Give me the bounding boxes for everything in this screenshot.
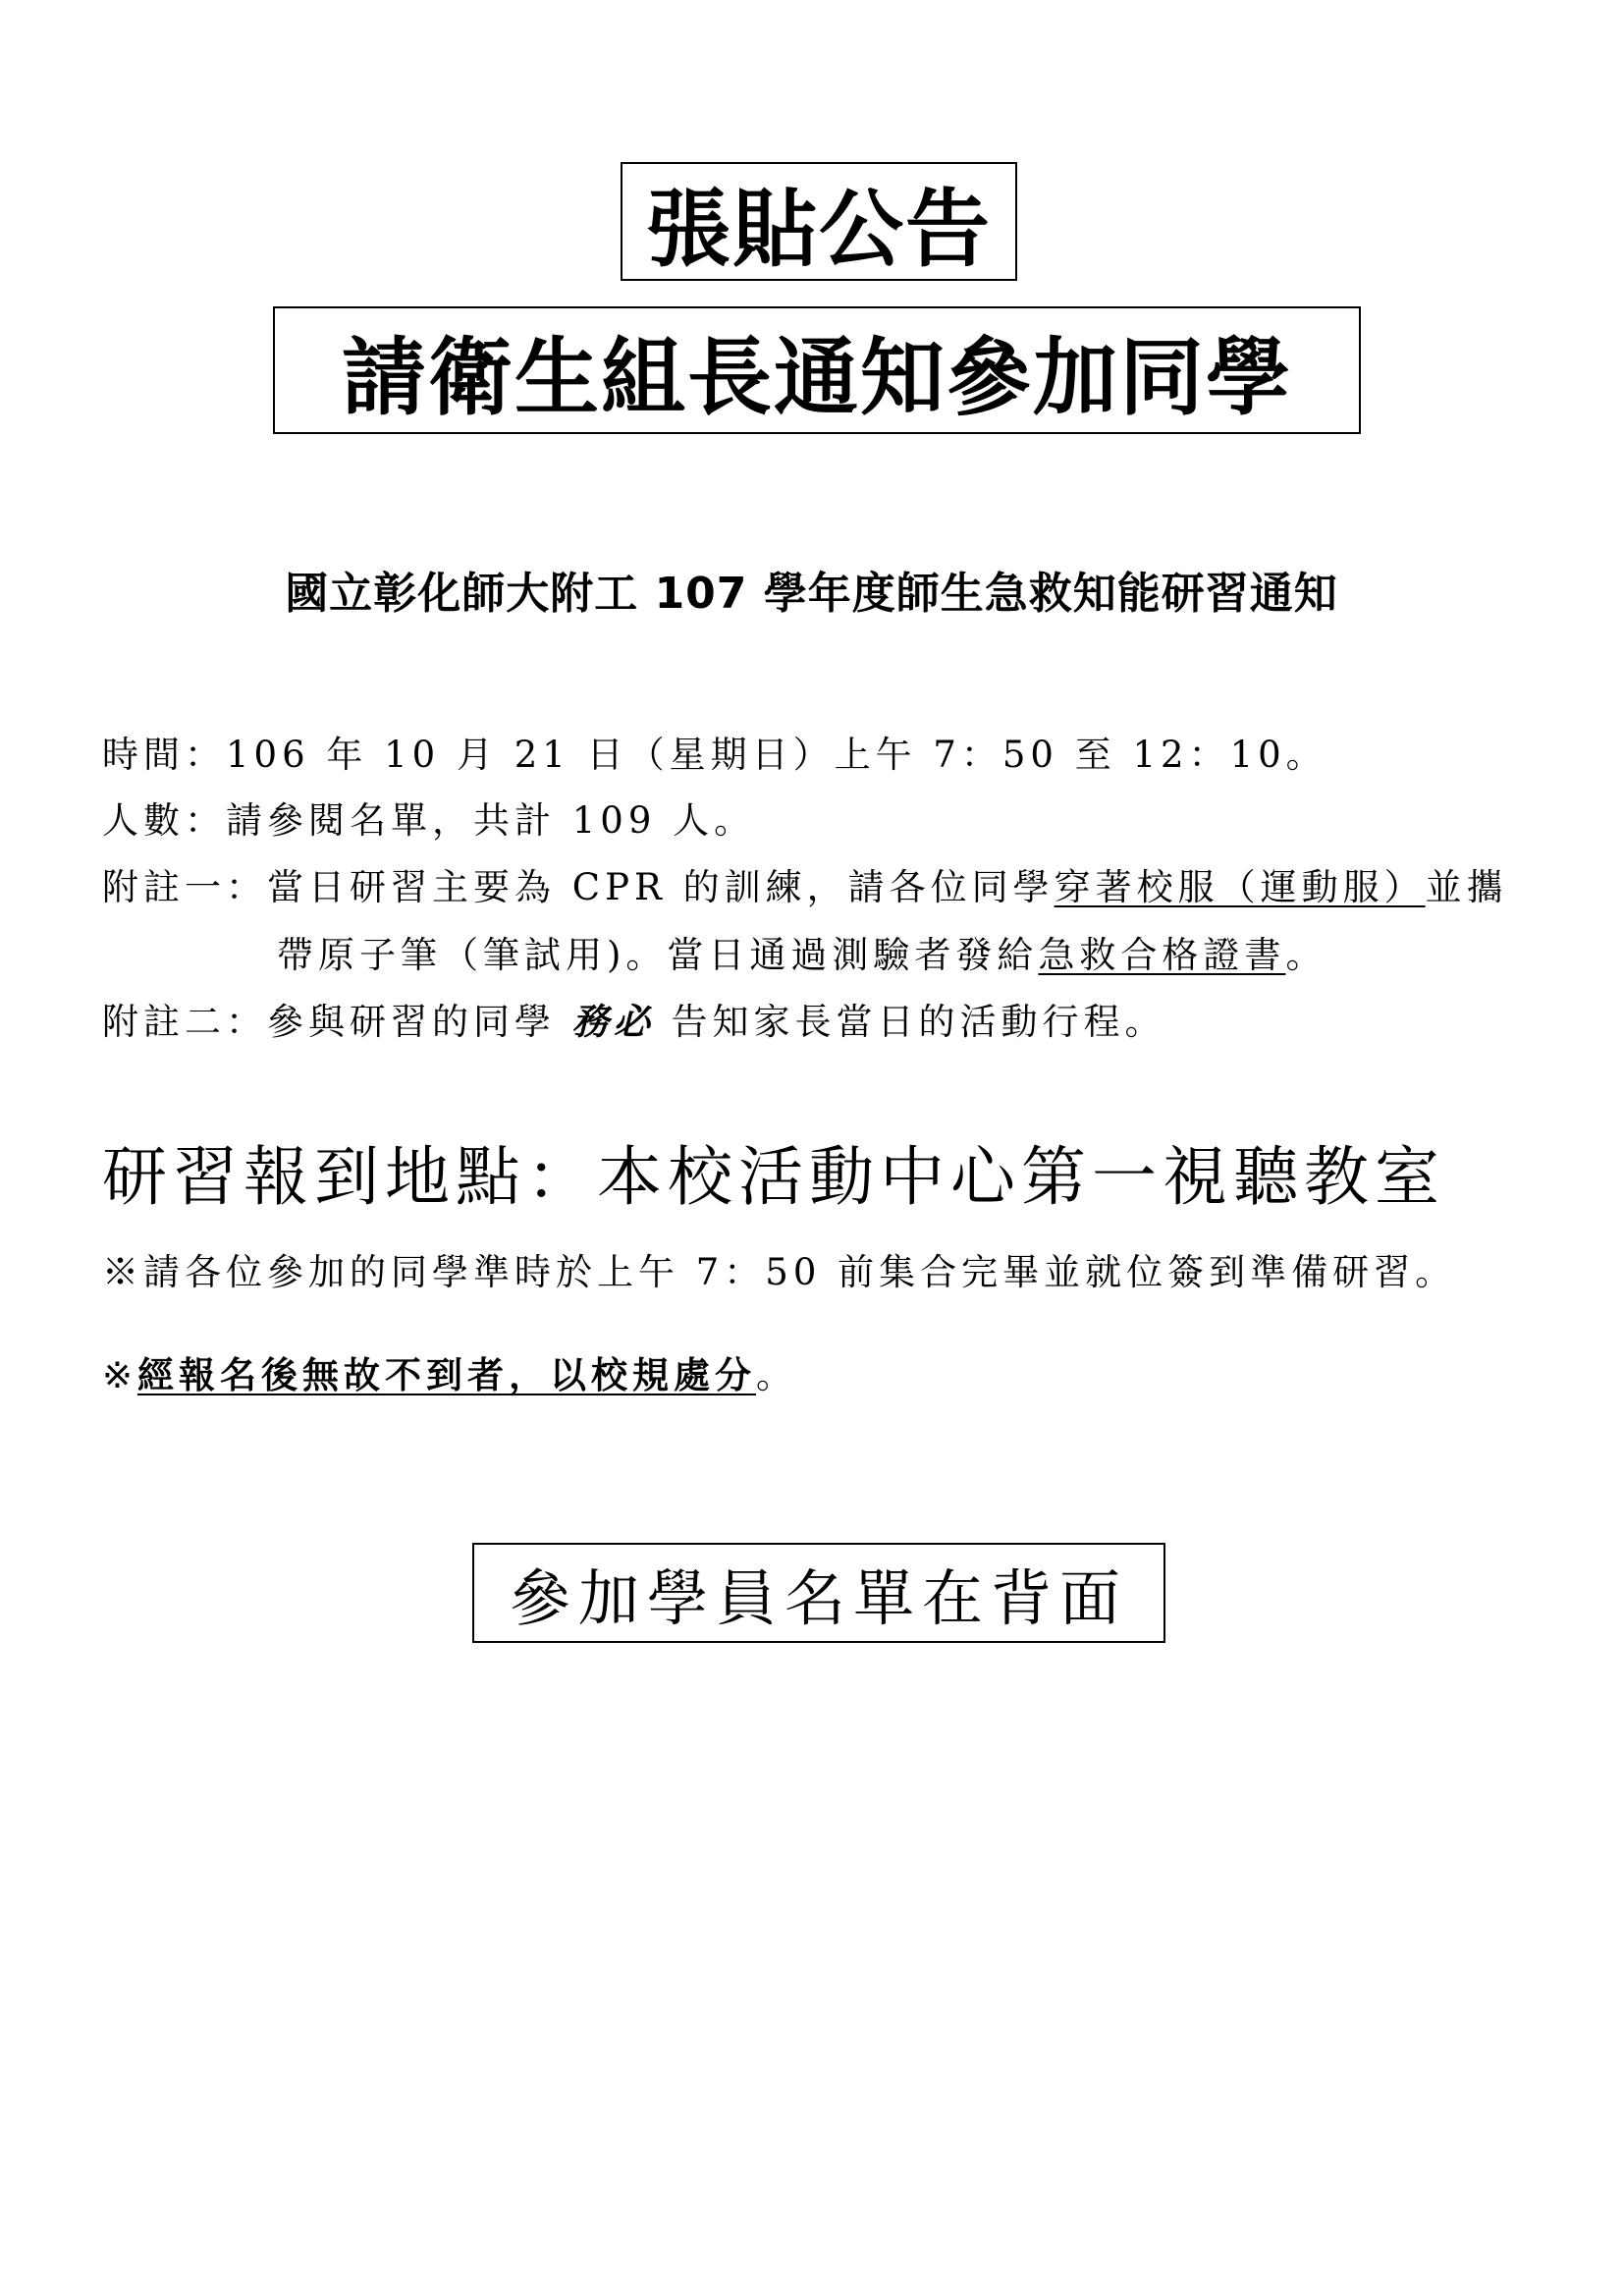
note1-continuation: [277, 925, 1326, 978]
time-line: 時間：106 年 10 月 21 日（星期日）上午 7：50 至 12：10。: [102, 734, 1327, 776]
notice-title: 張貼公告: [646, 180, 992, 279]
note2-line: [102, 992, 1166, 1045]
list-note: 參加學員名單在背面: [509, 1561, 1128, 1634]
document-title: 國立彰化師大附工 107 學年度師生急救知能研習通知: [285, 569, 1338, 619]
instruction-box: [273, 306, 1361, 434]
penalty-text: 經報名後無故不到者，以校規處分: [137, 1353, 757, 1396]
location-heading: 研習報到地點：本校活動中心第一視聽教室: [102, 1139, 1445, 1215]
notice-title-box: [621, 162, 1017, 281]
note1-cont-text: 帶原子筆（筆試用)。當日通過測驗者發給: [277, 934, 1039, 976]
uniform-requirement: 穿著校服（運動服）: [1054, 866, 1426, 908]
reminder-penalty: [102, 1345, 797, 1398]
note2-text-end: 告知家長當日的活動行程。: [654, 1001, 1166, 1043]
count-line: 人數：請參閱名單，共計 109 人。: [102, 799, 756, 842]
note1-text: 附註一：當日研習主要為 CPR 的訓練，請各位同學: [102, 866, 1055, 908]
note1-cont-end: 。: [1285, 934, 1327, 976]
reminder-end: 。: [756, 1354, 798, 1396]
certificate-note: 急救合格證書: [1038, 934, 1286, 976]
note2-text: 附註二：參與研習的同學: [102, 1001, 572, 1043]
instruction-text: 請衛生組長通知參加同學: [342, 329, 1292, 427]
note1-text-end: 並攜: [1425, 866, 1508, 908]
list-note-box: [472, 1543, 1165, 1643]
reminder-mark: ※: [102, 1354, 138, 1396]
reminder-punctuality: ※請各位參加的同學準時於上午 7：50 前集合完畢並就位簽到準備研習。: [102, 1251, 1457, 1293]
must-emphasis: 務必: [571, 1000, 655, 1043]
note1-line: [102, 857, 1508, 910]
